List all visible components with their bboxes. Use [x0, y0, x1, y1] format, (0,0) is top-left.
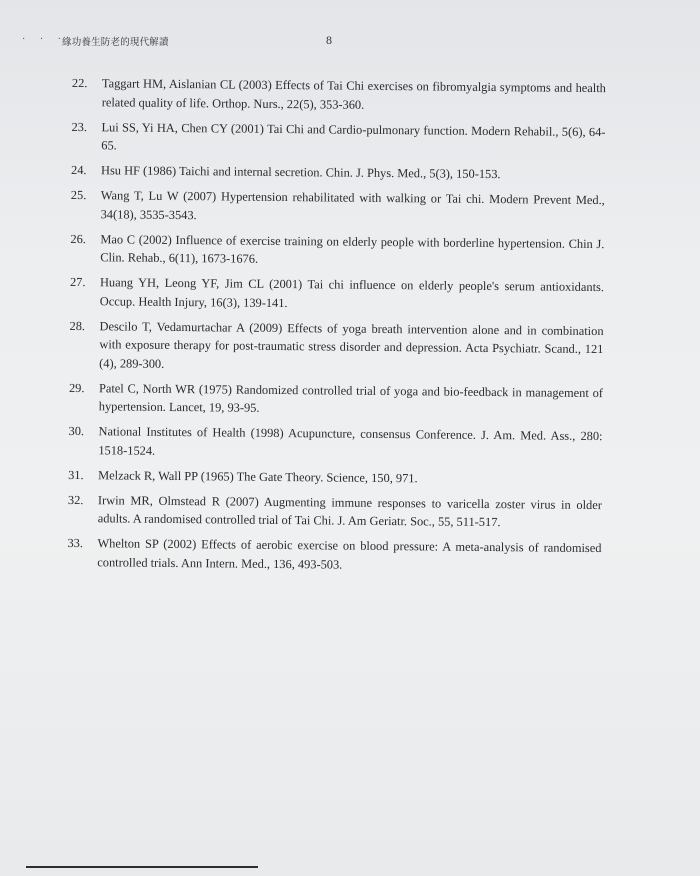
reference-number: 32. — [67, 492, 84, 507]
reference-item — [72, 74, 606, 116]
reference-text: Melzack R, Wall PP (1965) The Gate Theory. Science, 150, 971. — [98, 467, 418, 485]
reference-item — [71, 117, 605, 159]
reference-item — [68, 422, 602, 464]
reference-text: Hsu HF (1986) Taichi and internal secretion. Chin. J. Phys. Med., 5(3), 150-153. — [101, 163, 501, 182]
reference-item — [71, 161, 605, 185]
reference-text: Lui SS, Yi HA, Chen CY (2001) Tai Chi and Cardio-pulmonary function. Modern Rehabil., 5(6), 64-65. — [101, 119, 606, 153]
reference-number: 28. — [69, 318, 86, 333]
reference-item — [68, 465, 602, 489]
page-number: 8 — [326, 33, 332, 47]
reference-text: Whelton SP (2002) Effects of aerobic exercise on blood pressure: A meta-analysis of randomised controlled trials. Ann Intern. Med., 136, 493-503. — [97, 536, 602, 572]
reference-number: 33. — [67, 535, 84, 551]
reference-text: Patel C, North WR (1975) Randomized controlled trial of yoga and bio-feedback in management of hypertension. Lancet, 19, 93-95. — [98, 380, 604, 415]
reference-text: Wang T, Lu W (2007) Hypertension rehabilitated with walking or Tai chi. Modern Prevent Med., 34(18), 3535-3543. — [100, 188, 605, 222]
reference-text: Irwin MR, Olmstead R (2007) Augmenting immune responses to varicella zoster virus in older adults. A randomised controlled trial of Tai Chi. J. Am Geriatr. Soc., 55, 511-517. — [97, 492, 602, 530]
reference-text: Descilo T, Vedamurtachar A (2009) Effects of yoga breath intervention alone and in combination with exposure therapy for post-traumatic stress disorder and depression. Acta Psychiatr. Scand., 121 (4), 289-300. — [99, 318, 604, 371]
reference-number: 23. — [71, 119, 88, 134]
reference-item — [70, 273, 604, 315]
reference-list — [67, 74, 606, 583]
scan-specks: · · · — [22, 34, 67, 45]
reference-text: Mao C (2002) Influence of exercise training on elderly people with borderline hypertension. Chin J. Clin. Rehab., 6(11), 1673-1676. — [100, 231, 605, 266]
reference-number: 27. — [69, 274, 86, 290]
reference-item — [69, 316, 604, 377]
reference-item — [67, 534, 601, 576]
reference-item — [68, 490, 602, 532]
reference-text: National Institutes of Health (1998) Acupuncture, consensus Conference. J. Am. Med. Ass., 280: 1518-1524. — [98, 424, 603, 458]
reference-number: 30. — [68, 423, 85, 439]
reference-number: 22. — [71, 75, 88, 91]
running-header-title: 緣功養生防老的現代解讀 — [62, 37, 169, 48]
reference-number: 25. — [70, 187, 87, 203]
reference-number: 31. — [68, 467, 84, 482]
reference-text: Taggart HM, Aislanian CL (2003) Effects of Tai Chi exercises on fibromyalgia symptoms and health related quality of life. Orthop. Nurs., 22(5), 353-360. — [101, 76, 606, 112]
reference-item — [69, 378, 603, 420]
reference-item — [70, 229, 604, 271]
reference-item — [71, 186, 605, 228]
footer-rule — [26, 866, 258, 868]
reference-number: 24. — [71, 162, 87, 178]
reference-text: Huang YH, Leong YF, Jim CL (2001) Tai chi influence on elderly people's serum antioxidants. Occup. Health Injury, 16(3), 139-141. — [99, 275, 605, 310]
reference-number: 29. — [68, 380, 85, 395]
reference-number: 26. — [70, 231, 86, 246]
